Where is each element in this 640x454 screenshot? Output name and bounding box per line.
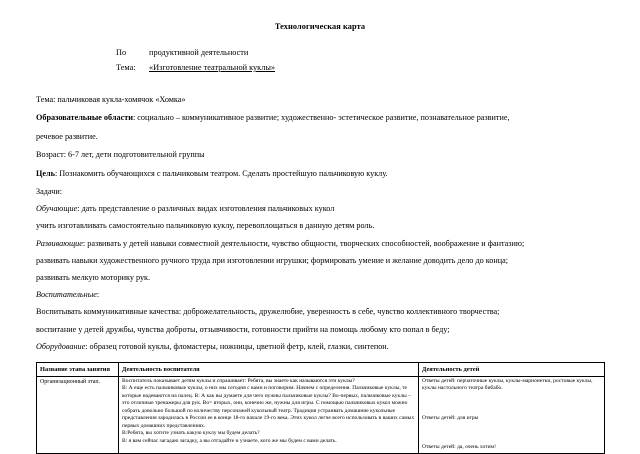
children-spacer-1 — [422, 393, 602, 415]
children-answer-1: Ответы детей: перчаточные куклы, куклы-марионетки, ростовые куклы, куклы настольного театра бибабо. — [422, 378, 593, 392]
lesson-table-wrapper — [36, 362, 604, 454]
body-text-1: : социально – коммуникативное развитие; художественно- эстетическое развитие, познавательное развитие, — [132, 113, 510, 123]
children-answer-3: Ответы детей: да, очень хотим! — [422, 444, 496, 451]
table-cell-children — [419, 377, 605, 454]
body-line-goal — [36, 165, 604, 183]
body-line-equipment — [36, 338, 604, 355]
body-line-areas-cont — [36, 128, 604, 146]
table-header-stage: Название этапа занятия — [37, 363, 119, 377]
page-title: Технологическая карта — [274, 22, 366, 31]
body-line-age — [36, 146, 604, 164]
body-text-2: речевое развитие. — [36, 131, 98, 141]
subtitle-value-theme: «Изготовление театральной куклы» — [149, 62, 276, 72]
body-label-11: Воспитательные — [36, 290, 97, 300]
teacher-paragraph-4: В: я вам сейчас загадаю загадку, а вы отгадайте и узнаете, кого же мы будем с вами делать. — [122, 437, 337, 444]
body-label-6: Обучающие — [36, 204, 78, 214]
body-text-3: Возраст: 6-7 лет, дети подготовительной группы — [36, 150, 205, 160]
subtitle-label-activity: По — [116, 47, 127, 57]
table-cell-stage: Организационный этап. — [37, 377, 119, 454]
teacher-paragraph-3: В:Ребята, вы хотите узнать какую куклу мы будем делать? — [122, 430, 260, 437]
body-text-10: развивать мелкую моторику рук. — [36, 273, 151, 282]
body-text-9: развивать навыки художественного ручного труда при изготовлении игрушки; формировать умение и желание доводить дело до конца; — [36, 255, 509, 265]
body-line-upbringing-1 — [36, 303, 604, 320]
body-text-6: : дать представление о различных видах изготовления пальчиковых кукол — [77, 204, 335, 214]
teacher-paragraph-2: В: А еще есть пальчиковые куклы, о них мы сегодня с вами и поговорим. Начнем с определения. Пальчиковые куклы, те которые надеваются на палец. В: А как вы думаете для чего нужны пальчиковые куклы? Во-первых, пальчиковые куклы – это отличные тренажеры для рук. Во= вторых, они, конечно же, нужны для игры. С помощью пальчиковых кукол можно собрать довольно большой по количеству персонажей кукольный театр. Традиция устраивать домашние кукольные представления зародилась в России ее в конце 18-го начале 19-го века. Этих кукол легче всего использовать в ваших самых первых домашних представлениях. — [122, 385, 415, 429]
body-label-1: Образовательные области — [36, 113, 133, 123]
children-spacer-2 — [422, 422, 602, 444]
teacher-paragraph-1: Воспитатель показывает детям куклы и спрашивает: Ребята, вы знаете как называются эти куклы? — [122, 378, 355, 385]
children-answer-2: Ответы детей: для игры — [422, 414, 479, 421]
lesson-table — [36, 362, 605, 454]
body-line-theme — [36, 91, 604, 109]
body-text-5: Задачи: — [36, 186, 62, 196]
table-header-children: Деятельность детей — [419, 363, 605, 377]
subtitle-label-theme: Тема: — [116, 62, 136, 72]
table-row — [37, 377, 605, 454]
body-text-8: : развивать у детей навыки совместной деятельности, чувство общности, творческих способностей, воображение и фантазию; — [82, 238, 525, 248]
body-line-upbringing-2 — [36, 321, 604, 338]
table-header-teacher: Деятельность воспитателя — [119, 363, 419, 377]
subtitle-row-activity — [116, 45, 604, 60]
body-text-4: : Познакомить обучающихся с пальчиковым театром. Сделать простейшую пальчиковую куклу. — [54, 168, 388, 178]
body-line-developing-cont — [36, 252, 604, 269]
body-text-0: Тема: пальчиковая кукла-хомячок «Хомка» — [36, 94, 186, 104]
body-text-7: учить изготавливать самостоятельно пальчиковую куклу, перевоплощаться в данную детям роль. — [36, 221, 375, 231]
body-line-motor — [36, 269, 604, 286]
body-text-11: : — [96, 290, 100, 300]
body-line-tasks — [36, 183, 604, 200]
table-header-row — [37, 363, 605, 377]
body-label-14: Оборудование — [36, 341, 86, 351]
subtitle-value-activity: продуктивной деятельности — [149, 47, 249, 57]
body-line-areas — [36, 109, 604, 127]
subtitle-row-theme — [116, 60, 604, 75]
body-label-8: Развивающие — [36, 238, 83, 248]
body-text-12: Воспитывать коммуникативные качества: доброжелательность, дружелюбие, уверенность в себе, чувство коллективного творчества; — [36, 307, 500, 317]
body-label-4: Цель — [36, 168, 55, 178]
subtitle-block — [36, 45, 604, 75]
body-line-upbringing — [36, 286, 604, 303]
body-line-teaching-cont — [36, 217, 604, 234]
body-line-developing — [36, 235, 604, 252]
body-line-teaching — [36, 200, 604, 217]
body-text-13: воспитание у детей дружбы, чувства доброты, отзывчивости, готовности прийти на помощь любому кто попал в беду; — [36, 324, 450, 334]
body-text-14: : образец готовой куклы, фломастеры, ножницы, цветной фетр, клей, глазки, синтепон. — [85, 341, 389, 351]
document-body — [36, 91, 604, 355]
table-cell-teacher — [119, 377, 419, 454]
